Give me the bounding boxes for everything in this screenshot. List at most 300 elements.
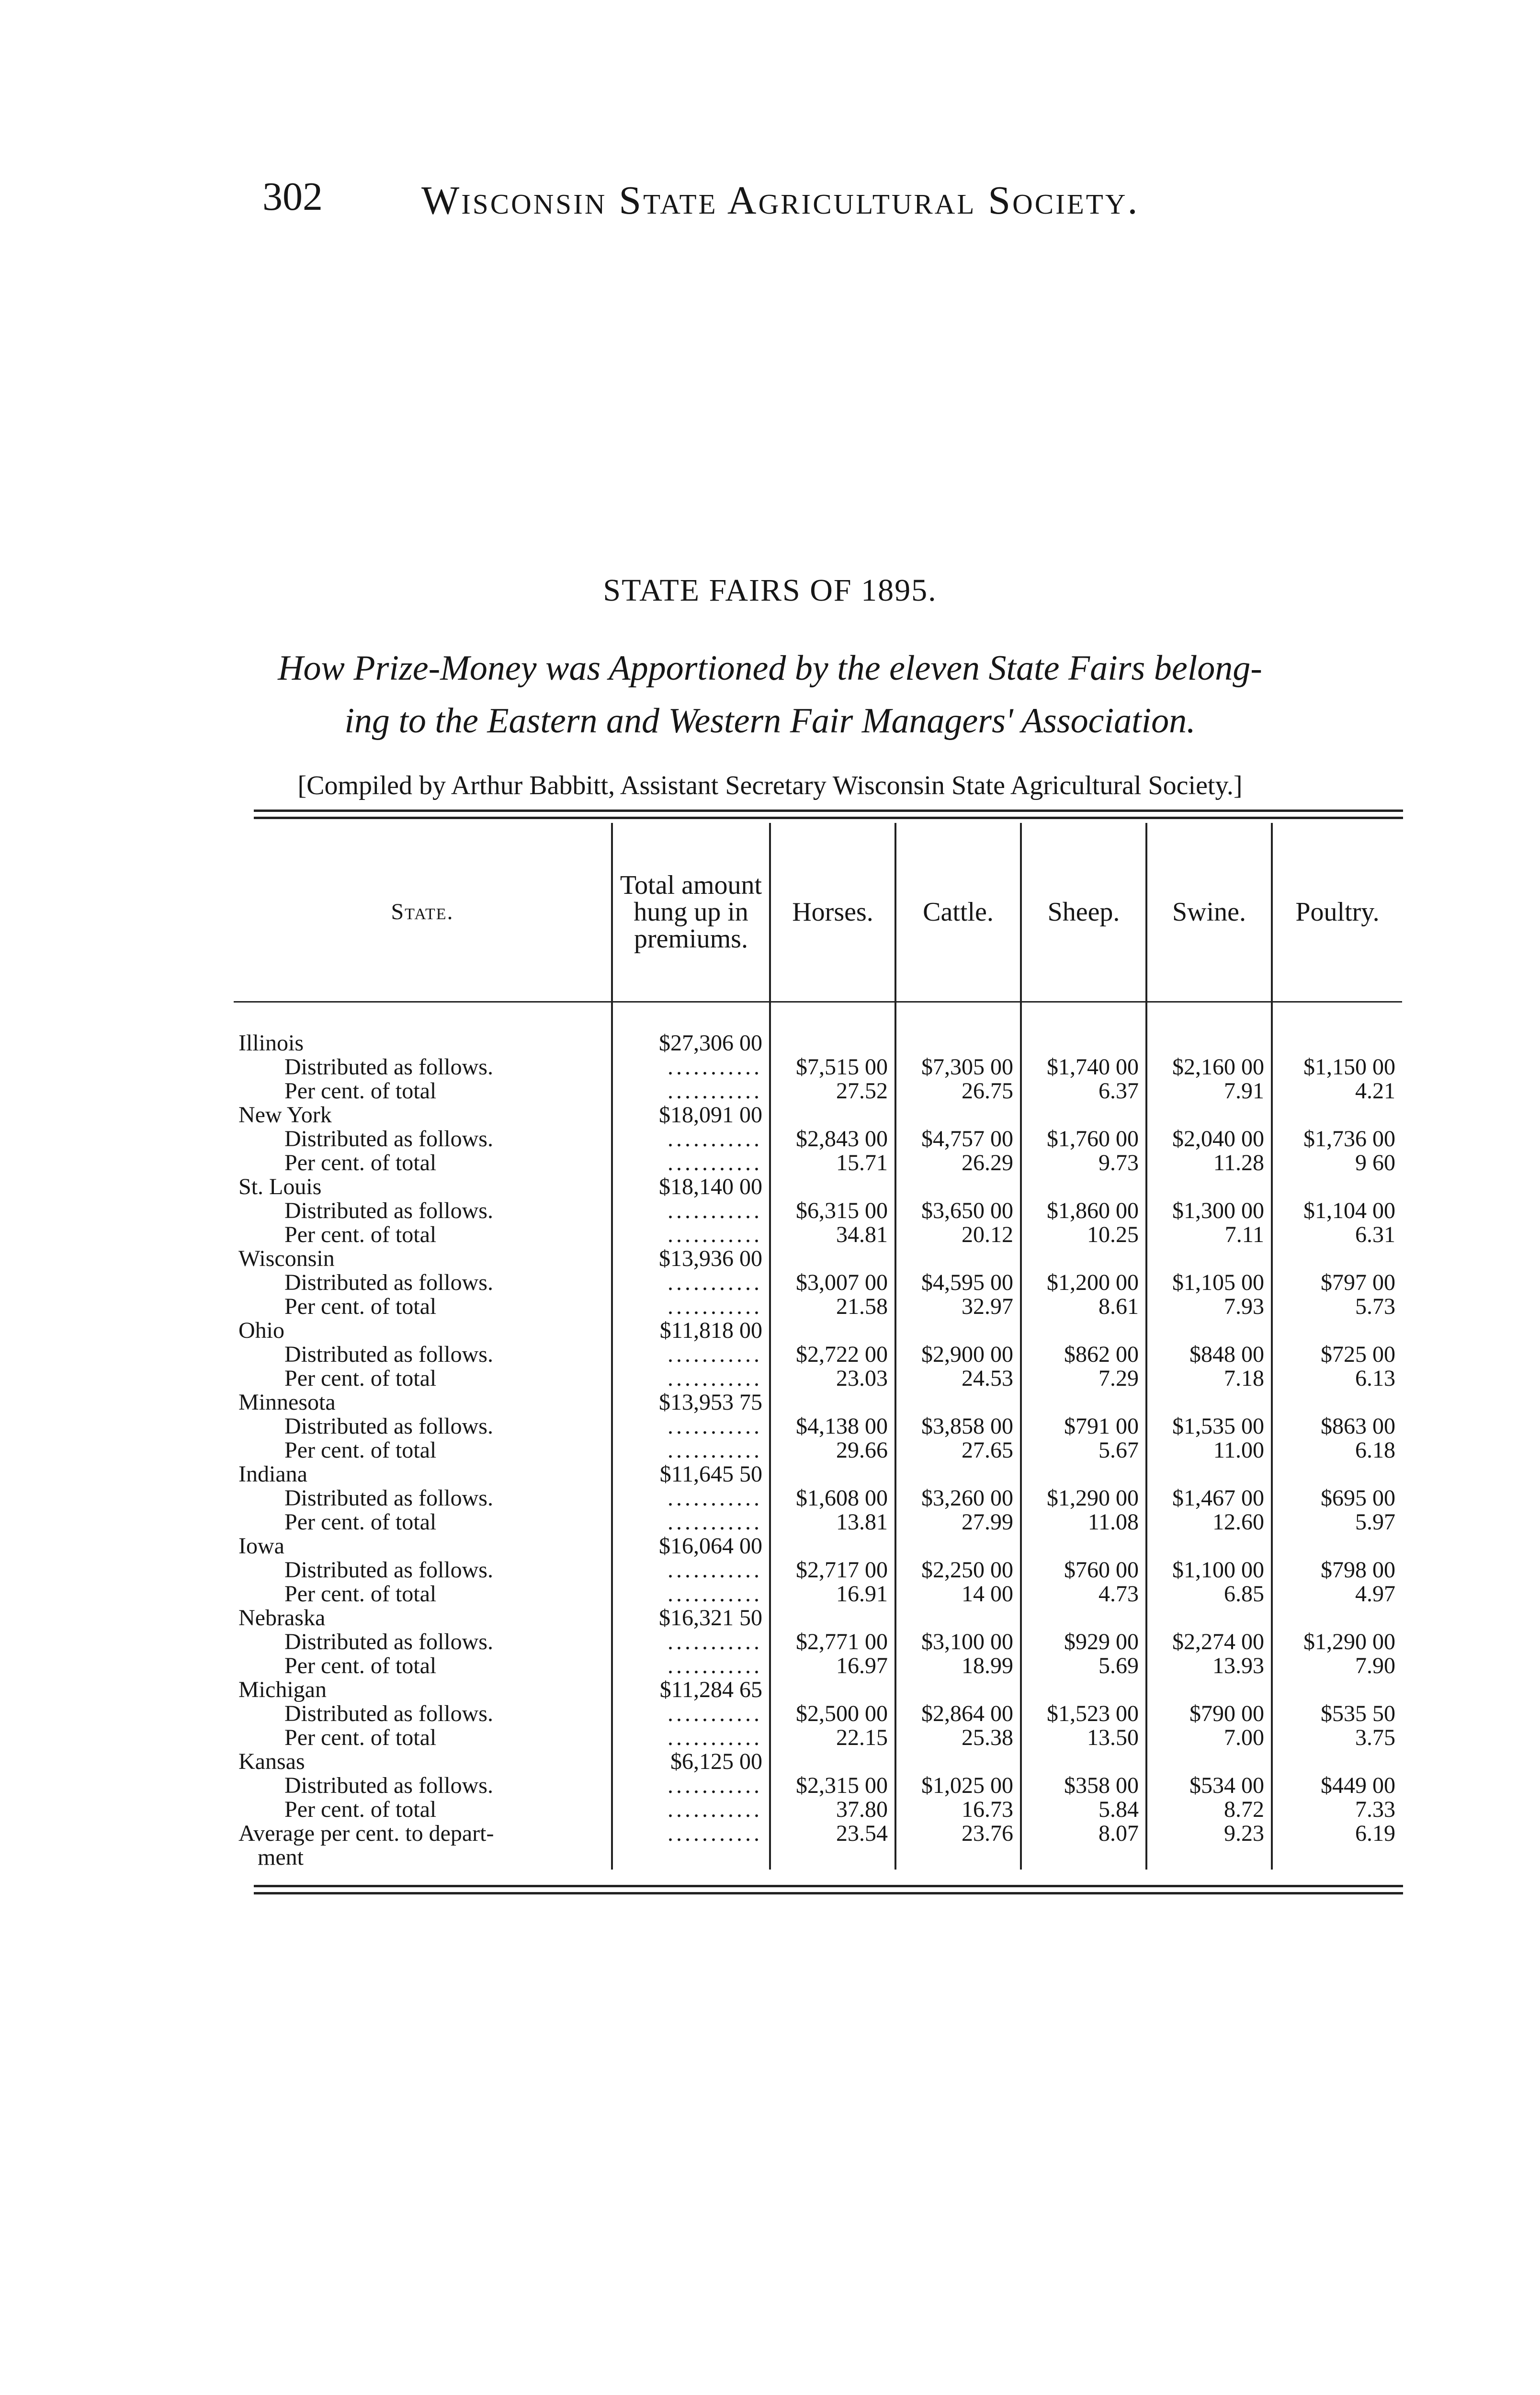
percent-label: Per cent. of total	[284, 1582, 437, 1606]
col-header-total: Total amount hung up in premiums.	[612, 823, 770, 1002]
department-cell	[1272, 1319, 1402, 1391]
compiled-note: [Compiled by Arthur Babbitt, Assistant Secretary Wisconsin State Agricultural Society.]	[297, 771, 1243, 800]
percent-value: 22.15	[836, 1725, 888, 1750]
total-amount: $11,284 65	[659, 1677, 762, 1702]
amount-value: $534 00	[1189, 1773, 1264, 1798]
amount-value: $1,760 00	[1047, 1126, 1139, 1152]
blank-line	[1280, 1391, 1395, 1414]
department-cell	[1146, 1391, 1272, 1462]
table-row	[234, 1606, 1402, 1678]
department-cell	[770, 1750, 895, 1822]
leader-dots: ...........	[668, 1055, 762, 1079]
total-cell	[612, 1031, 770, 1103]
department-cell	[1272, 1678, 1402, 1750]
percent-value: 6.13	[1355, 1366, 1395, 1391]
blank-line	[778, 1750, 888, 1774]
amount-value: $2,040 00	[1172, 1126, 1264, 1152]
amount-value: $535 50	[1321, 1701, 1395, 1726]
percent-value: 27.99	[962, 1509, 1013, 1535]
percent-value: 20.12	[962, 1222, 1013, 1247]
total-cell	[612, 1750, 770, 1822]
department-cell	[895, 1391, 1021, 1462]
department-cell	[1146, 1319, 1272, 1391]
percent-value: 34.81	[836, 1222, 888, 1247]
blank-line	[1029, 1175, 1139, 1199]
distributed-label: Distributed as follows.	[284, 1486, 493, 1510]
average-value: 8.07	[1021, 1822, 1146, 1870]
blank-line	[1154, 1606, 1264, 1630]
blank-line	[903, 1462, 1013, 1486]
state-name: Indiana	[238, 1462, 307, 1486]
state-cell	[234, 1103, 612, 1175]
table-row	[234, 1175, 1402, 1247]
state-cell	[234, 1031, 612, 1103]
percent-value: 5.84	[1098, 1797, 1139, 1822]
state-cell	[234, 1750, 612, 1822]
distributed-label: Distributed as follows.	[284, 1558, 493, 1582]
distributed-label: Distributed as follows.	[284, 1127, 493, 1151]
amount-value: $3,007 00	[796, 1270, 888, 1295]
blank-line	[1154, 1534, 1264, 1558]
prize-money-table	[234, 823, 1402, 1870]
blank-line	[1154, 1462, 1264, 1486]
blank-line	[1029, 1678, 1139, 1702]
subtitle	[0, 642, 1540, 747]
total-cell	[612, 1103, 770, 1175]
table-row	[234, 1031, 1402, 1103]
percent-value: 37.80	[836, 1797, 888, 1822]
col-header-horses: Horses.	[770, 823, 895, 1002]
blank-line	[903, 1534, 1013, 1558]
amount-value: $449 00	[1321, 1773, 1395, 1798]
blank-line	[1029, 1534, 1139, 1558]
percent-value: 9 60	[1355, 1150, 1395, 1175]
percent-label: Per cent. of total	[284, 1726, 437, 1750]
department-cell	[1146, 1462, 1272, 1534]
blank-line	[1029, 1750, 1139, 1774]
state-cell	[234, 1247, 612, 1319]
percent-value: 6.31	[1355, 1222, 1395, 1247]
amount-value: $791 00	[1064, 1414, 1139, 1439]
percent-value: 5.73	[1355, 1294, 1395, 1319]
percent-label: Per cent. of total	[284, 1295, 437, 1319]
average-value: 9.23	[1146, 1822, 1272, 1870]
department-cell	[1021, 1103, 1146, 1175]
percent-value: 7.90	[1355, 1653, 1395, 1678]
amount-value: $725 00	[1321, 1342, 1395, 1367]
percent-value: 7.29	[1098, 1366, 1139, 1391]
department-cell	[895, 1678, 1021, 1750]
department-cell	[1021, 1319, 1146, 1391]
total-amount: $18,140 00	[659, 1174, 762, 1199]
amount-value: $4,757 00	[921, 1126, 1013, 1152]
leader-dots: ...........	[668, 1558, 762, 1582]
state-cell	[234, 1319, 612, 1391]
blank-line	[1280, 1319, 1395, 1343]
blank-line	[903, 1391, 1013, 1414]
table-header-row	[234, 823, 1402, 1002]
department-cell	[1146, 1750, 1272, 1822]
bottom-rule	[254, 1892, 1403, 1894]
percent-value: 27.52	[836, 1078, 888, 1104]
amount-value: $695 00	[1321, 1485, 1395, 1511]
distributed-label: Distributed as follows.	[284, 1630, 493, 1654]
percent-label: Per cent. of total	[284, 1079, 437, 1103]
amount-value: $2,315 00	[796, 1773, 888, 1798]
department-cell	[895, 1462, 1021, 1534]
percent-value: 26.29	[962, 1150, 1013, 1175]
department-cell	[1146, 1606, 1272, 1678]
department-cell	[1272, 1247, 1402, 1319]
department-cell	[770, 1534, 895, 1606]
department-cell	[770, 1462, 895, 1534]
percent-value: 8.72	[1224, 1797, 1264, 1822]
blank-line	[1029, 1103, 1139, 1127]
amount-value: $1,736 00	[1303, 1126, 1395, 1152]
leader-dots: ...........	[668, 1582, 762, 1606]
average-row	[234, 1822, 1402, 1870]
average-label-cell	[234, 1822, 612, 1870]
state-name: Minnesota	[238, 1391, 336, 1414]
table-row	[234, 1462, 1402, 1534]
percent-value: 16.97	[836, 1653, 888, 1678]
amount-value: $4,138 00	[796, 1414, 888, 1439]
leader-dots: ...........	[668, 1151, 762, 1175]
leader-dots: ...........	[668, 1199, 762, 1223]
table-row	[234, 1678, 1402, 1750]
amount-value: $929 00	[1064, 1629, 1139, 1654]
amount-value: $1,290 00	[1303, 1629, 1395, 1654]
blank-line	[1280, 1534, 1395, 1558]
percent-value: 7.00	[1224, 1725, 1264, 1750]
table-row	[234, 1319, 1402, 1391]
percent-value: 5.97	[1355, 1509, 1395, 1535]
amount-value: $2,900 00	[921, 1342, 1013, 1367]
top-rule	[254, 810, 1403, 812]
blank-line	[1029, 1462, 1139, 1486]
amount-value: $2,717 00	[796, 1557, 888, 1583]
table-row	[234, 1534, 1402, 1606]
amount-value: $6,315 00	[796, 1198, 888, 1223]
department-cell	[1021, 1606, 1146, 1678]
percent-value: 3.75	[1355, 1725, 1395, 1750]
blank-line	[778, 1247, 888, 1271]
amount-value: $1,467 00	[1172, 1485, 1264, 1511]
department-cell	[895, 1175, 1021, 1247]
percent-value: 16.91	[836, 1581, 888, 1607]
percent-value: 13.50	[1087, 1725, 1139, 1750]
department-cell	[1021, 1031, 1146, 1103]
amount-value: $1,100 00	[1172, 1557, 1264, 1583]
percent-label: Per cent. of total	[284, 1223, 437, 1247]
department-cell	[895, 1319, 1021, 1391]
total-amount: $6,125 00	[670, 1749, 762, 1774]
percent-value: 7.33	[1355, 1797, 1395, 1822]
amount-value: $1,860 00	[1047, 1198, 1139, 1223]
percent-value: 21.58	[836, 1294, 888, 1319]
total-amount: $16,321 50	[659, 1605, 762, 1631]
department-cell	[1021, 1391, 1146, 1462]
blank-line	[1154, 1750, 1264, 1774]
amount-value: $3,650 00	[921, 1198, 1013, 1223]
percent-label: Per cent. of total	[284, 1654, 437, 1678]
department-cell	[770, 1606, 895, 1678]
amount-value: $3,858 00	[921, 1414, 1013, 1439]
amount-value: $1,608 00	[796, 1485, 888, 1511]
department-cell	[1272, 1606, 1402, 1678]
department-cell	[1021, 1462, 1146, 1534]
total-amount: $11,645 50	[659, 1461, 762, 1487]
state-name: Iowa	[238, 1534, 284, 1558]
percent-label: Per cent. of total	[284, 1151, 437, 1175]
state-cell	[234, 1678, 612, 1750]
total-cell	[612, 1319, 770, 1391]
average-label: ment	[258, 1846, 304, 1870]
total-cell	[612, 1391, 770, 1462]
percent-value: 32.97	[962, 1294, 1013, 1319]
blank-line	[1154, 1031, 1264, 1055]
col-header-swine: Swine.	[1146, 823, 1272, 1002]
department-cell	[770, 1247, 895, 1319]
amount-value: $358 00	[1064, 1773, 1139, 1798]
percent-value: 25.38	[962, 1725, 1013, 1750]
blank-line	[1280, 1247, 1395, 1271]
leader-dots: ...........	[668, 1271, 762, 1295]
amount-value: $1,300 00	[1172, 1198, 1264, 1223]
blank-line	[903, 1678, 1013, 1702]
average-label: Average per cent. to depart-	[238, 1822, 494, 1846]
department-cell	[895, 1247, 1021, 1319]
distributed-label: Distributed as follows.	[284, 1343, 493, 1367]
average-value: 23.76	[895, 1822, 1021, 1870]
leader-dots: ...........	[668, 1798, 762, 1822]
percent-label: Per cent. of total	[284, 1367, 437, 1391]
blank-line	[903, 1103, 1013, 1127]
blank-line	[1154, 1175, 1264, 1199]
state-cell	[234, 1391, 612, 1462]
blank-line	[778, 1103, 888, 1127]
col-header-sheep: Sheep.	[1021, 823, 1146, 1002]
amount-value: $1,104 00	[1303, 1198, 1395, 1223]
running-title: Wisconsin State Agricultural Society.	[421, 178, 1140, 223]
blank-line	[1154, 1247, 1264, 1271]
department-cell	[770, 1319, 895, 1391]
percent-value: 24.53	[962, 1366, 1013, 1391]
leader-dots: ...........	[668, 1367, 762, 1391]
amount-value: $862 00	[1064, 1342, 1139, 1367]
percent-value: 9.73	[1098, 1150, 1139, 1175]
department-cell	[1146, 1247, 1272, 1319]
department-cell	[1146, 1103, 1272, 1175]
department-cell	[770, 1391, 895, 1462]
spacer-row	[234, 1002, 1402, 1032]
total-amount: $13,953 75	[659, 1390, 762, 1415]
state-name: New York	[238, 1103, 332, 1127]
state-cell	[234, 1606, 612, 1678]
blank-line	[778, 1175, 888, 1199]
department-cell	[1146, 1534, 1272, 1606]
blank-line	[1029, 1319, 1139, 1343]
percent-label: Per cent. of total	[284, 1798, 437, 1822]
department-cell	[770, 1175, 895, 1247]
department-cell	[895, 1750, 1021, 1822]
department-cell	[1021, 1175, 1146, 1247]
blank-line	[778, 1031, 888, 1055]
percent-value: 7.91	[1224, 1078, 1264, 1104]
percent-value: 26.75	[962, 1078, 1013, 1104]
leader-dots: ...........	[668, 1774, 762, 1798]
average-value: 6.19	[1272, 1822, 1402, 1870]
amount-value: $7,515 00	[796, 1054, 888, 1080]
col-header-state: State.	[234, 823, 612, 1002]
department-cell	[770, 1031, 895, 1103]
total-cell	[612, 1175, 770, 1247]
total-amount: $13,936 00	[659, 1246, 762, 1271]
percent-value: 11.28	[1213, 1150, 1264, 1175]
col-header-cattle: Cattle.	[895, 823, 1021, 1002]
state-name: Wisconsin	[238, 1247, 335, 1271]
blank-line	[903, 1319, 1013, 1343]
blank-line	[1029, 1247, 1139, 1271]
total-amount: $18,091 00	[659, 1102, 762, 1128]
amount-value: $2,160 00	[1172, 1054, 1264, 1080]
state-name: St. Louis	[238, 1175, 322, 1199]
percent-value: 18.99	[962, 1653, 1013, 1678]
percent-value: 6.37	[1098, 1078, 1139, 1104]
distributed-label: Distributed as follows.	[284, 1774, 493, 1798]
amount-value: $848 00	[1189, 1342, 1264, 1367]
department-cell	[1272, 1534, 1402, 1606]
blank-line	[903, 1031, 1013, 1055]
total-cell	[612, 1247, 770, 1319]
leader-dots: ...........	[668, 1414, 762, 1438]
percent-value: 15.71	[836, 1150, 888, 1175]
department-cell	[1272, 1462, 1402, 1534]
blank-line	[1154, 1391, 1264, 1414]
amount-value: $863 00	[1321, 1414, 1395, 1439]
amount-value: $2,722 00	[796, 1342, 888, 1367]
amount-value: $4,595 00	[921, 1270, 1013, 1295]
total-cell	[612, 1462, 770, 1534]
leader-dots: ...........	[668, 1127, 762, 1151]
percent-label: Per cent. of total	[284, 1438, 437, 1462]
leader-dots: ...........	[668, 1630, 762, 1654]
department-cell	[1021, 1534, 1146, 1606]
department-cell	[1021, 1750, 1146, 1822]
distributed-label: Distributed as follows.	[284, 1199, 493, 1223]
subtitle-line: How Prize-Money was Apportioned by the eleven State Fairs belong-	[278, 649, 1262, 688]
department-cell	[895, 1534, 1021, 1606]
amount-value: $2,500 00	[796, 1701, 888, 1726]
table-row	[234, 1247, 1402, 1319]
amount-value: $1,523 00	[1047, 1701, 1139, 1726]
department-cell	[1272, 1031, 1402, 1103]
percent-value: 6.18	[1355, 1437, 1395, 1463]
percent-value: 6.85	[1224, 1581, 1264, 1607]
total-amount: $11,818 00	[659, 1318, 762, 1343]
section-title: STATE FAIRS OF 1895.	[603, 573, 937, 608]
bottom-rule	[254, 1885, 1403, 1887]
percent-value: 4.97	[1355, 1581, 1395, 1607]
percent-value: 11.08	[1087, 1509, 1139, 1535]
leader-dots: ...........	[668, 1295, 762, 1319]
percent-value: 5.69	[1098, 1653, 1139, 1678]
blank-line	[903, 1175, 1013, 1199]
amount-value: $3,100 00	[921, 1629, 1013, 1654]
amount-value: $1,025 00	[921, 1773, 1013, 1798]
amount-value: $760 00	[1064, 1557, 1139, 1583]
blank-line	[1280, 1750, 1395, 1774]
total-amount: $27,306 00	[659, 1030, 762, 1056]
amount-value: $1,105 00	[1172, 1270, 1264, 1295]
department-cell	[1146, 1175, 1272, 1247]
blank-line	[1029, 1391, 1139, 1414]
blank-line	[903, 1606, 1013, 1630]
percent-value: 7.93	[1224, 1294, 1264, 1319]
leader-dots: ...........	[668, 1822, 762, 1846]
page-number: 302	[262, 174, 323, 219]
leader-dots: ...........	[668, 1726, 762, 1750]
department-cell	[895, 1031, 1021, 1103]
department-cell	[1021, 1247, 1146, 1319]
blank-line	[1029, 1031, 1139, 1055]
amount-value: $1,290 00	[1047, 1485, 1139, 1511]
state-cell	[234, 1175, 612, 1247]
percent-value: 7.18	[1224, 1366, 1264, 1391]
table-row	[234, 1750, 1402, 1822]
amount-value: $2,274 00	[1172, 1629, 1264, 1654]
percent-label: Per cent. of total	[284, 1510, 437, 1534]
leader-dots: ...........	[668, 1702, 762, 1726]
amount-value: $2,843 00	[796, 1126, 888, 1152]
state-name: Michigan	[238, 1678, 327, 1702]
leader-dots: ...........	[668, 1486, 762, 1510]
col-header-poultry: Poultry.	[1272, 823, 1402, 1002]
leader-dots: ...........	[668, 1223, 762, 1247]
blank-line	[1154, 1103, 1264, 1127]
state-name: Illinois	[238, 1031, 304, 1055]
leader-dots: ...........	[668, 1343, 762, 1367]
blank-line	[1280, 1462, 1395, 1486]
blank-line	[1280, 1606, 1395, 1630]
blank-line	[778, 1534, 888, 1558]
amount-value: $1,740 00	[1047, 1054, 1139, 1080]
blank-line	[778, 1606, 888, 1630]
table-row	[234, 1103, 1402, 1175]
percent-value: 12.60	[1212, 1509, 1264, 1535]
department-cell	[1021, 1678, 1146, 1750]
amount-value: $3,260 00	[921, 1485, 1013, 1511]
blank-line	[1280, 1175, 1395, 1199]
amount-value: $790 00	[1189, 1701, 1264, 1726]
state-cell	[234, 1534, 612, 1606]
percent-value: 4.73	[1098, 1581, 1139, 1607]
department-cell	[1272, 1103, 1402, 1175]
distributed-label: Distributed as follows.	[284, 1271, 493, 1295]
department-cell	[770, 1678, 895, 1750]
percent-value: 5.67	[1098, 1437, 1139, 1463]
amount-value: $1,200 00	[1047, 1270, 1139, 1295]
percent-value: 8.61	[1098, 1294, 1139, 1319]
percent-value: 29.66	[836, 1437, 888, 1463]
state-name: Ohio	[238, 1319, 284, 1343]
distributed-label: Distributed as follows.	[284, 1414, 493, 1438]
percent-value: 23.03	[836, 1366, 888, 1391]
amount-value: $2,864 00	[921, 1701, 1013, 1726]
department-cell	[895, 1606, 1021, 1678]
percent-value: 16.73	[962, 1797, 1013, 1822]
department-cell	[1272, 1175, 1402, 1247]
